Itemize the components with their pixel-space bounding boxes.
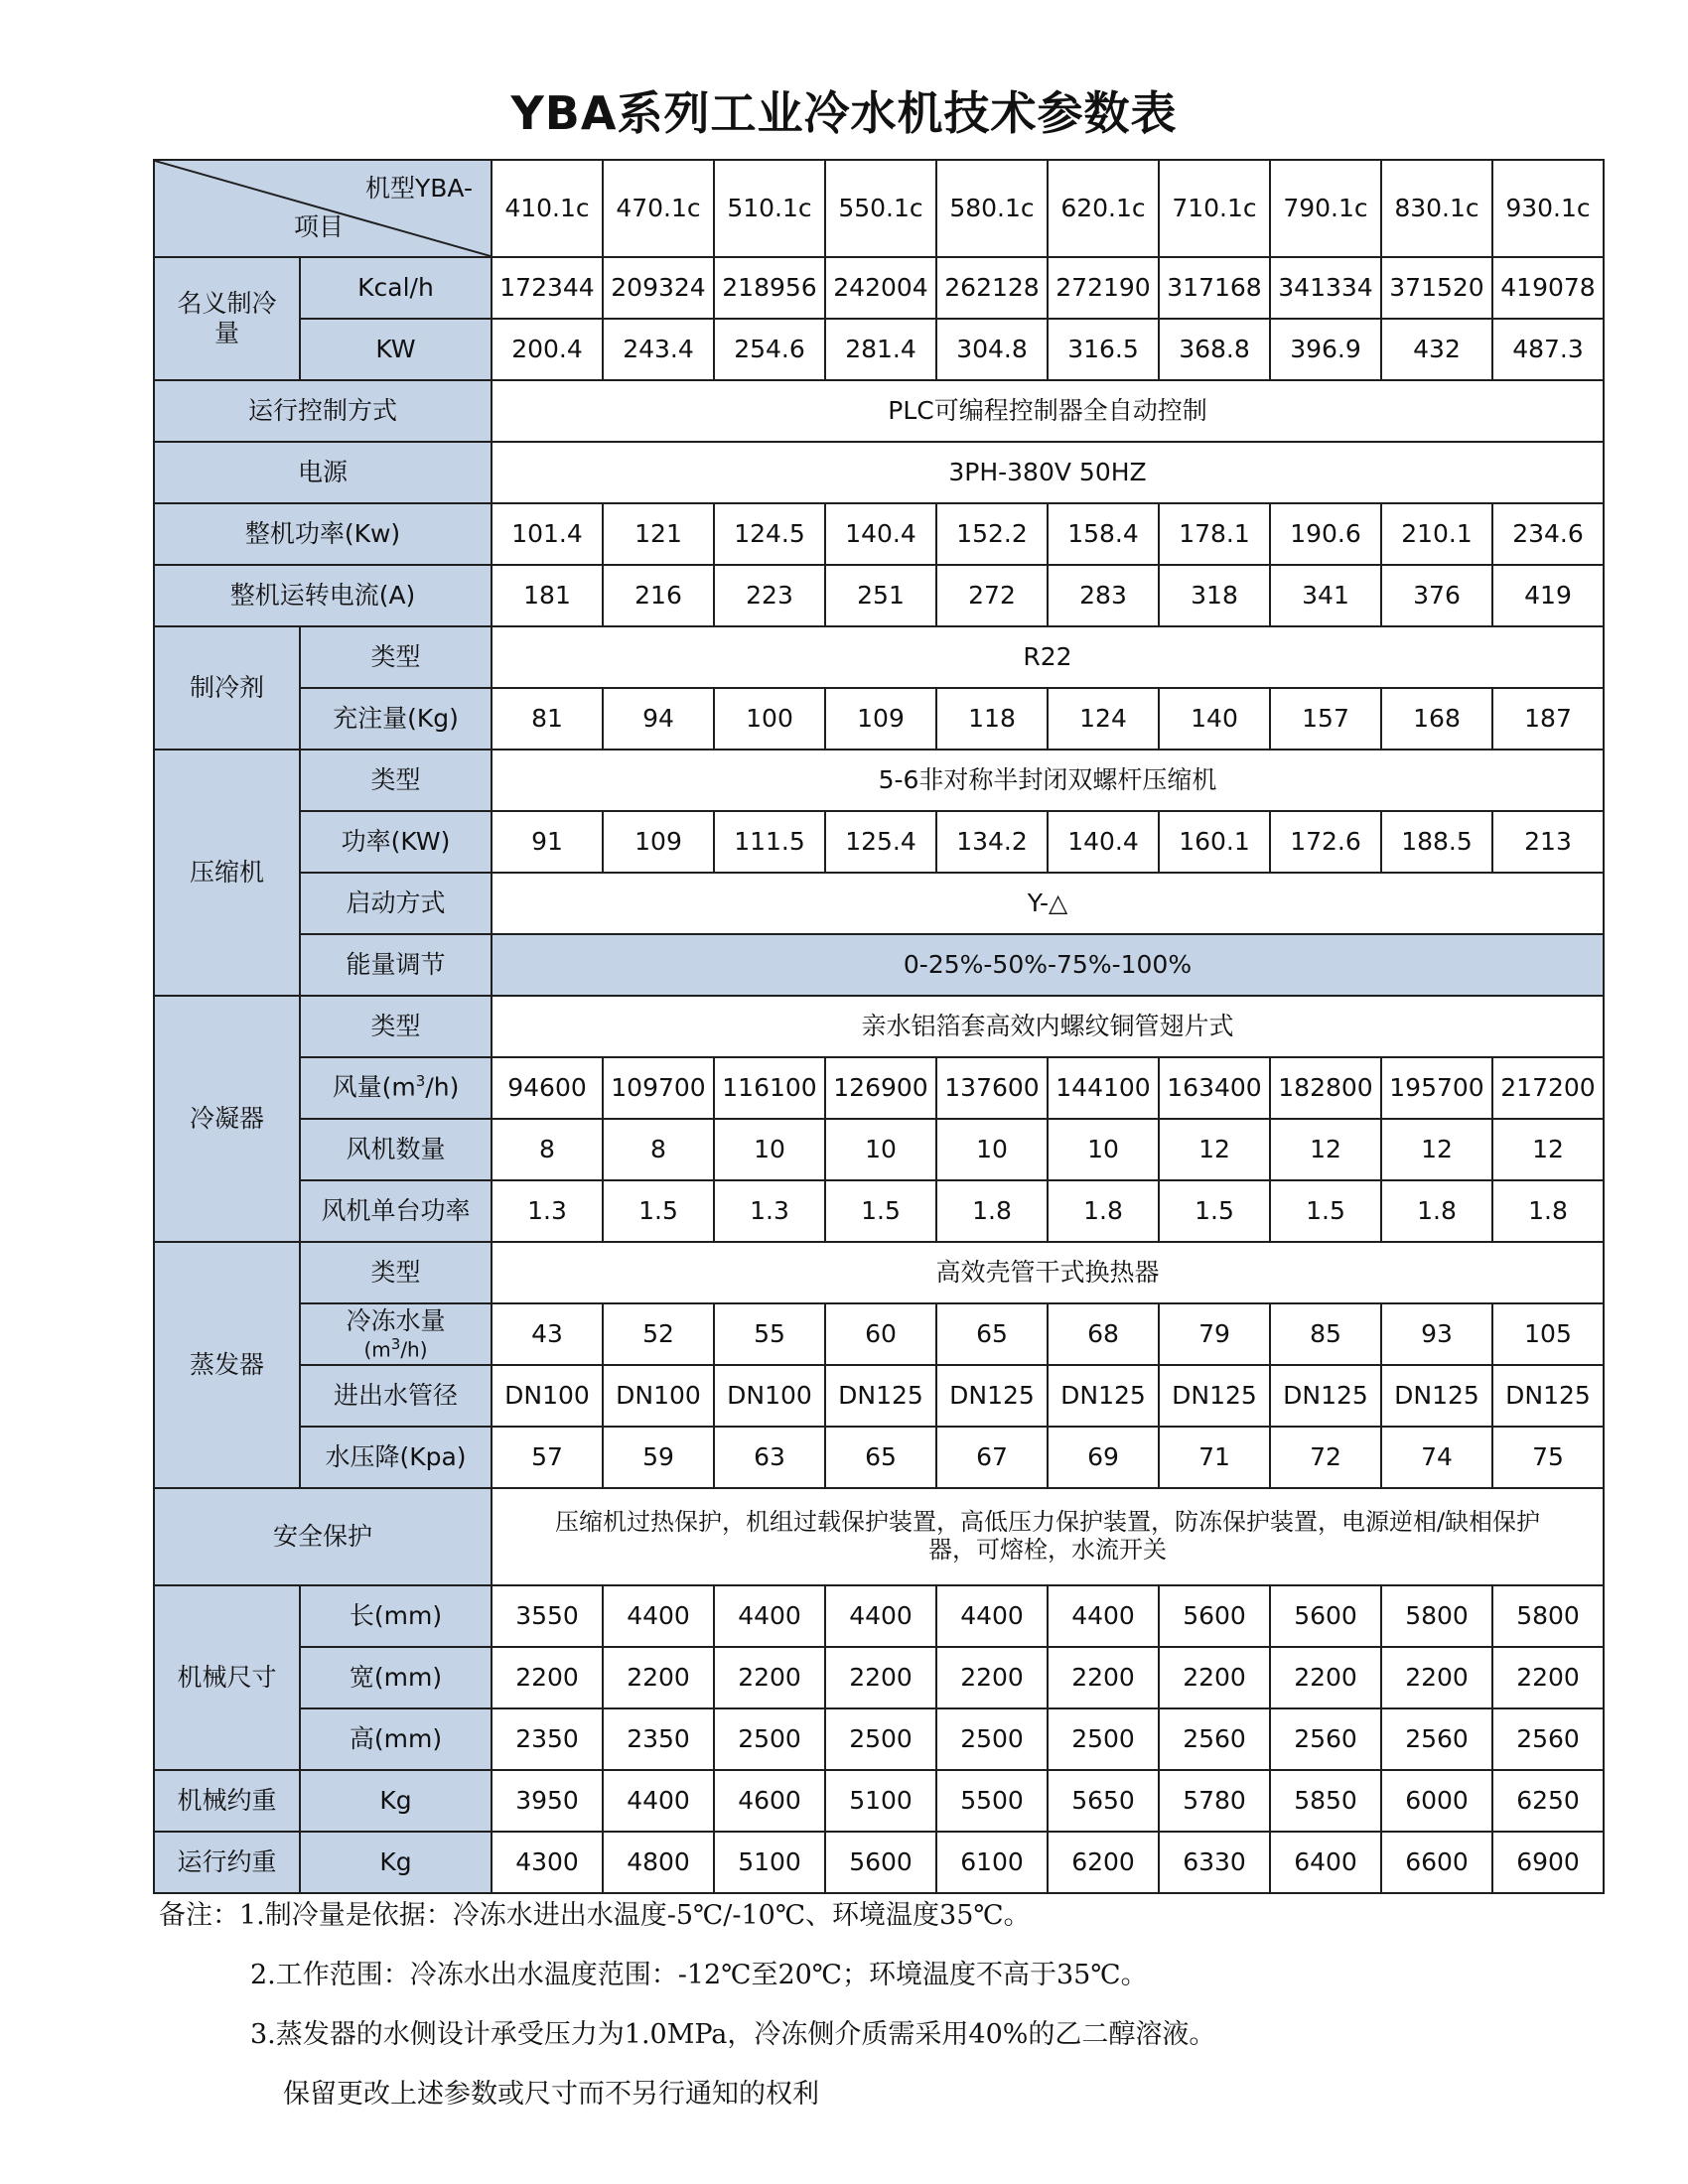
row-label: 安全保护 xyxy=(154,1488,492,1585)
value-cell: 140.4 xyxy=(1048,811,1159,873)
value-cell: 316.5 xyxy=(1048,319,1159,380)
value-cell: 3550 xyxy=(492,1585,603,1647)
value-cell: 124 xyxy=(1048,688,1159,750)
item-label: 项目 xyxy=(294,212,345,242)
value-cell: 371520 xyxy=(1381,257,1492,319)
header-corner-cell xyxy=(154,160,492,257)
row-weight xyxy=(154,1770,1604,1832)
value-cell: 209324 xyxy=(603,257,714,319)
value-cell: 419 xyxy=(1492,565,1604,626)
flow-label-unit-end: /h) xyxy=(400,1337,428,1362)
row-dim-length xyxy=(154,1585,1604,1647)
model-cell: 580.1c xyxy=(936,160,1048,257)
value-cell: 71 xyxy=(1159,1427,1270,1488)
value-cell: 118 xyxy=(936,688,1048,750)
airflow-label: 风量(m xyxy=(332,1072,416,1102)
value-cell: 1.3 xyxy=(714,1180,825,1242)
value-cell: 94600 xyxy=(492,1057,603,1119)
value-cell: 140.4 xyxy=(825,503,936,565)
value-cell: 116100 xyxy=(714,1057,825,1119)
value-cell: 2200 xyxy=(1270,1647,1381,1708)
row-evaporator-pipe xyxy=(154,1365,1604,1427)
row-label: 启动方式 xyxy=(300,873,492,934)
value-cell: 4600 xyxy=(714,1770,825,1832)
row-compressor-capacity xyxy=(154,934,1604,996)
value-cell: 2350 xyxy=(603,1708,714,1770)
value-cell: 5650 xyxy=(1048,1770,1159,1832)
value-cell: 262128 xyxy=(936,257,1048,319)
value-cell: 5800 xyxy=(1381,1585,1492,1647)
value-cell: 5500 xyxy=(936,1770,1048,1832)
group-refrigerant: 制冷剂 xyxy=(154,626,300,750)
value-cell: 134.2 xyxy=(936,811,1048,873)
value-cell: 5850 xyxy=(1270,1770,1381,1832)
value-cell: 68 xyxy=(1048,1303,1159,1365)
value-cell: 152.2 xyxy=(936,503,1048,565)
value-cell: 2200 xyxy=(936,1647,1048,1708)
note-2: 2.工作范围：冷冻水出水温度范围：-12℃至20℃；环境温度不高于35℃。 xyxy=(250,1960,1148,1990)
value-cell: 317168 xyxy=(1159,257,1270,319)
row-label: 类型 xyxy=(300,626,492,688)
value-cell: 144100 xyxy=(1048,1057,1159,1119)
row-label: Kcal/h xyxy=(300,257,492,319)
value-cell: 6100 xyxy=(936,1832,1048,1893)
value-cell: 4300 xyxy=(492,1832,603,1893)
model-cell: 830.1c xyxy=(1381,160,1492,257)
row-compressor-type xyxy=(154,750,1604,811)
value-cell: 190.6 xyxy=(1270,503,1381,565)
value-cell: 172.6 xyxy=(1270,811,1381,873)
value-cell: 5600 xyxy=(1159,1585,1270,1647)
value-cell: 12 xyxy=(1270,1119,1381,1180)
model-cell: 790.1c xyxy=(1270,160,1381,257)
value-cell: 2200 xyxy=(492,1647,603,1708)
group-compressor: 压缩机 xyxy=(154,750,300,996)
merged-value: Y-△ xyxy=(492,873,1604,934)
value-cell: 2200 xyxy=(825,1647,936,1708)
value-cell: DN125 xyxy=(1270,1365,1381,1427)
value-cell: 91 xyxy=(492,811,603,873)
model-cell: 710.1c xyxy=(1159,160,1270,257)
model-cell: 470.1c xyxy=(603,160,714,257)
value-cell: 6900 xyxy=(1492,1832,1604,1893)
value-cell: 432 xyxy=(1381,319,1492,380)
safety-line-2: 器，可熔栓，水流开关 xyxy=(928,1536,1167,1564)
row-label: 电源 xyxy=(154,442,492,503)
flow-label-unit: (m xyxy=(363,1337,391,1362)
value-cell: 93 xyxy=(1381,1303,1492,1365)
value-cell: 101.4 xyxy=(492,503,603,565)
value-cell: 195700 xyxy=(1381,1057,1492,1119)
value-cell: 188.5 xyxy=(1381,811,1492,873)
value-cell: 67 xyxy=(936,1427,1048,1488)
value-cell: 10 xyxy=(714,1119,825,1180)
row-dim-width xyxy=(154,1647,1604,1708)
row-dim-height xyxy=(154,1708,1604,1770)
value-cell: 85 xyxy=(1270,1303,1381,1365)
value-cell: 63 xyxy=(714,1427,825,1488)
row-label: 运行约重 xyxy=(154,1832,300,1893)
value-cell: 5100 xyxy=(825,1770,936,1832)
value-cell: 216 xyxy=(603,565,714,626)
value-cell: 158.4 xyxy=(1048,503,1159,565)
value-cell: 2200 xyxy=(603,1647,714,1708)
value-cell: 94 xyxy=(603,688,714,750)
value-cell: 5600 xyxy=(1270,1585,1381,1647)
value-cell: 60 xyxy=(825,1303,936,1365)
note-1: 备注：1.制冷量是依据：冷冻水进出水温度-5℃/-10℃、环境温度35℃。 xyxy=(159,1900,1031,1931)
value-cell: 181 xyxy=(492,565,603,626)
group-evaporator: 蒸发器 xyxy=(154,1242,300,1488)
value-cell: 187 xyxy=(1492,688,1604,750)
value-cell: 124.5 xyxy=(714,503,825,565)
group-cooling-label: 名义制冷量 xyxy=(177,289,277,347)
value-cell: 2560 xyxy=(1492,1708,1604,1770)
value-cell: 2200 xyxy=(1381,1647,1492,1708)
value-cell: 65 xyxy=(936,1303,1048,1365)
value-cell: 43 xyxy=(492,1303,603,1365)
airflow-label-end: /h) xyxy=(425,1072,460,1102)
model-cell: 410.1c xyxy=(492,160,603,257)
note-4: 保留更改上述参数或尺寸而不另行通知的权利 xyxy=(283,2079,819,2110)
value-cell: 105 xyxy=(1492,1303,1604,1365)
value-cell: 341334 xyxy=(1270,257,1381,319)
value-cell: DN125 xyxy=(1159,1365,1270,1427)
value-cell: 218956 xyxy=(714,257,825,319)
value-cell: 242004 xyxy=(825,257,936,319)
row-label-airflow xyxy=(300,1057,492,1119)
value-cell: 182800 xyxy=(1270,1057,1381,1119)
value-cell: 304.8 xyxy=(936,319,1048,380)
value-cell: DN125 xyxy=(1048,1365,1159,1427)
value-cell: 3950 xyxy=(492,1770,603,1832)
value-cell: 272190 xyxy=(1048,257,1159,319)
value-cell: 6400 xyxy=(1270,1832,1381,1893)
row-power-supply xyxy=(154,442,1604,503)
row-label: 类型 xyxy=(300,750,492,811)
value-cell: 4400 xyxy=(1048,1585,1159,1647)
value-cell: 5600 xyxy=(825,1832,936,1893)
row-label: 整机运转电流(A) xyxy=(154,565,492,626)
value-cell: 2560 xyxy=(1159,1708,1270,1770)
value-cell: 254.6 xyxy=(714,319,825,380)
value-cell: 251 xyxy=(825,565,936,626)
value-cell: 8 xyxy=(492,1119,603,1180)
row-label: 宽(mm) xyxy=(300,1647,492,1708)
value-cell: 163400 xyxy=(1159,1057,1270,1119)
value-cell: 4400 xyxy=(714,1585,825,1647)
row-label: 类型 xyxy=(300,996,492,1057)
flow-label-line1: 冷冻水量 xyxy=(346,1305,446,1335)
value-cell: 6250 xyxy=(1492,1770,1604,1832)
value-cell: 172344 xyxy=(492,257,603,319)
model-cell: 930.1c xyxy=(1492,160,1604,257)
note-3: 3.蒸发器的水侧设计承受压力为1.0MPa，冷冻侧介质需采用40%的乙二醇溶液。 xyxy=(250,2019,1216,2050)
value-cell: 368.8 xyxy=(1159,319,1270,380)
value-cell: 272 xyxy=(936,565,1048,626)
value-cell: 6330 xyxy=(1159,1832,1270,1893)
row-label: 充注量(Kg) xyxy=(300,688,492,750)
value-cell: 376 xyxy=(1381,565,1492,626)
merged-value: 亲水铝箔套高效内螺纹铜管翅片式 xyxy=(492,996,1604,1057)
row-label: 进出水管径 xyxy=(300,1365,492,1427)
row-cooling-kw xyxy=(154,319,1604,380)
value-cell: 59 xyxy=(603,1427,714,1488)
value-cell: 200.4 xyxy=(492,319,603,380)
notes xyxy=(159,1886,1609,2124)
value-cell: 2560 xyxy=(1381,1708,1492,1770)
model-label: 机型YBA- xyxy=(365,174,473,203)
merged-value: 3PH-380V 50HZ xyxy=(492,442,1604,503)
value-cell: 1.5 xyxy=(1159,1180,1270,1242)
value-cell: 160.1 xyxy=(1159,811,1270,873)
value-cell: 1.5 xyxy=(603,1180,714,1242)
value-cell: DN100 xyxy=(603,1365,714,1427)
value-cell: DN100 xyxy=(492,1365,603,1427)
value-cell: 341 xyxy=(1270,565,1381,626)
merged-value: R22 xyxy=(492,626,1604,688)
row-safety xyxy=(154,1488,1604,1585)
value-cell: 12 xyxy=(1492,1119,1604,1180)
row-label: 能量调节 xyxy=(300,934,492,996)
row-label: KW xyxy=(300,319,492,380)
value-cell: 79 xyxy=(1159,1303,1270,1365)
row-label: 机械约重 xyxy=(154,1770,300,1832)
value-cell: 121 xyxy=(603,503,714,565)
merged-value: PLC可编程控制器全自动控制 xyxy=(492,380,1604,442)
model-cell: 510.1c xyxy=(714,160,825,257)
value-cell: 4400 xyxy=(825,1585,936,1647)
model-cell: 550.1c xyxy=(825,160,936,257)
value-cell: 1.5 xyxy=(825,1180,936,1242)
safety-line-1: 压缩机过热保护，机组过载保护装置，高低压力保护装置，防冻保护装置，电源逆相/缺相保护 xyxy=(554,1508,1541,1537)
row-run-weight xyxy=(154,1832,1604,1893)
value-cell: DN125 xyxy=(1381,1365,1492,1427)
row-compressor-power xyxy=(154,811,1604,873)
value-cell: 69 xyxy=(1048,1427,1159,1488)
row-total-power xyxy=(154,503,1604,565)
value-cell: 1.8 xyxy=(1381,1180,1492,1242)
value-cell: 1.5 xyxy=(1270,1180,1381,1242)
row-refrigerant-type xyxy=(154,626,1604,688)
value-cell: 4800 xyxy=(603,1832,714,1893)
group-dimensions: 机械尺寸 xyxy=(154,1585,300,1770)
value-cell: 178.1 xyxy=(1159,503,1270,565)
value-cell: 487.3 xyxy=(1492,319,1604,380)
value-cell: 137600 xyxy=(936,1057,1048,1119)
value-cell: 2500 xyxy=(714,1708,825,1770)
model-cell: 620.1c xyxy=(1048,160,1159,257)
spec-table xyxy=(153,159,1605,1894)
value-cell: 109 xyxy=(603,811,714,873)
value-cell: 2200 xyxy=(1492,1647,1604,1708)
value-cell: 217200 xyxy=(1492,1057,1604,1119)
value-cell: 52 xyxy=(603,1303,714,1365)
value-cell: 6000 xyxy=(1381,1770,1492,1832)
value-cell: 6600 xyxy=(1381,1832,1492,1893)
value-cell: 100 xyxy=(714,688,825,750)
page-title: YBA系列工业冷水机技术参数表 xyxy=(510,86,1178,140)
row-total-current xyxy=(154,565,1604,626)
value-cell: 74 xyxy=(1381,1427,1492,1488)
value-cell: 8 xyxy=(603,1119,714,1180)
row-evaporator-type xyxy=(154,1242,1604,1303)
row-condenser-fan-count xyxy=(154,1119,1604,1180)
value-cell: 57 xyxy=(492,1427,603,1488)
group-cooling xyxy=(154,257,300,380)
header-row xyxy=(154,160,1604,257)
value-cell: 157 xyxy=(1270,688,1381,750)
value-cell: DN125 xyxy=(936,1365,1048,1427)
value-cell: 2200 xyxy=(1048,1647,1159,1708)
value-cell: 396.9 xyxy=(1270,319,1381,380)
value-cell: 2200 xyxy=(1159,1647,1270,1708)
airflow-sup: 3 xyxy=(415,1072,426,1091)
row-label: 风机单台功率 xyxy=(300,1180,492,1242)
value-cell: 12 xyxy=(1381,1119,1492,1180)
value-cell: 223 xyxy=(714,565,825,626)
value-cell: 4400 xyxy=(603,1770,714,1832)
row-control xyxy=(154,380,1604,442)
merged-value: 高效壳管干式换热器 xyxy=(492,1242,1604,1303)
value-cell: 283 xyxy=(1048,565,1159,626)
value-cell: 281.4 xyxy=(825,319,936,380)
value-cell: 2500 xyxy=(825,1708,936,1770)
value-cell: 6200 xyxy=(1048,1832,1159,1893)
value-cell: 10 xyxy=(825,1119,936,1180)
row-label: 运行控制方式 xyxy=(154,380,492,442)
value-cell: 1.8 xyxy=(1492,1180,1604,1242)
unit-label: Kg xyxy=(300,1832,492,1893)
value-cell: 12 xyxy=(1159,1119,1270,1180)
value-cell: 2500 xyxy=(936,1708,1048,1770)
value-cell: 81 xyxy=(492,688,603,750)
value-cell: 5780 xyxy=(1159,1770,1270,1832)
value-cell: 2500 xyxy=(1048,1708,1159,1770)
row-evaporator-flow xyxy=(154,1303,1604,1365)
value-cell: 2560 xyxy=(1270,1708,1381,1770)
value-cell: 5100 xyxy=(714,1832,825,1893)
value-cell: 10 xyxy=(1048,1119,1159,1180)
value-cell: 72 xyxy=(1270,1427,1381,1488)
value-cell: 5800 xyxy=(1492,1585,1604,1647)
value-cell: 234.6 xyxy=(1492,503,1604,565)
row-refrigerant-charge xyxy=(154,688,1604,750)
value-cell: 4400 xyxy=(936,1585,1048,1647)
value-cell: 318 xyxy=(1159,565,1270,626)
value-cell: 2350 xyxy=(492,1708,603,1770)
value-cell: 126900 xyxy=(825,1057,936,1119)
row-label-flow xyxy=(300,1303,492,1365)
value-cell: 4400 xyxy=(603,1585,714,1647)
safety-text xyxy=(492,1488,1604,1585)
value-cell: 65 xyxy=(825,1427,936,1488)
group-condenser: 冷凝器 xyxy=(154,996,300,1242)
value-cell: DN125 xyxy=(1492,1365,1604,1427)
value-cell: 10 xyxy=(936,1119,1048,1180)
unit-label: Kg xyxy=(300,1770,492,1832)
value-cell: 55 xyxy=(714,1303,825,1365)
row-label: 长(mm) xyxy=(300,1585,492,1647)
row-label: 功率(KW) xyxy=(300,811,492,873)
value-cell: 243.4 xyxy=(603,319,714,380)
value-cell: 213 xyxy=(1492,811,1604,873)
value-cell: 125.4 xyxy=(825,811,936,873)
value-cell: 419078 xyxy=(1492,257,1604,319)
row-evaporator-drop xyxy=(154,1427,1604,1488)
value-cell: 140 xyxy=(1159,688,1270,750)
row-label: 风机数量 xyxy=(300,1119,492,1180)
value-cell: 1.8 xyxy=(936,1180,1048,1242)
merged-value: 0-25%-50%-75%-100% xyxy=(492,934,1604,996)
value-cell: 109700 xyxy=(603,1057,714,1119)
row-compressor-start xyxy=(154,873,1604,934)
value-cell: 1.3 xyxy=(492,1180,603,1242)
value-cell: 210.1 xyxy=(1381,503,1492,565)
row-label: 类型 xyxy=(300,1242,492,1303)
row-cooling-kcal xyxy=(154,257,1604,319)
flow-label-sup: 3 xyxy=(390,1334,401,1353)
merged-value: 5-6非对称半封闭双螺杆压缩机 xyxy=(492,750,1604,811)
value-cell: DN100 xyxy=(714,1365,825,1427)
value-cell: 75 xyxy=(1492,1427,1604,1488)
row-condenser-airflow xyxy=(154,1057,1604,1119)
value-cell: DN125 xyxy=(825,1365,936,1427)
value-cell: 2200 xyxy=(714,1647,825,1708)
row-condenser-type xyxy=(154,996,1604,1057)
value-cell: 109 xyxy=(825,688,936,750)
row-label: 整机功率(Kw) xyxy=(154,503,492,565)
value-cell: 1.8 xyxy=(1048,1180,1159,1242)
row-label: 高(mm) xyxy=(300,1708,492,1770)
value-cell: 168 xyxy=(1381,688,1492,750)
value-cell: 111.5 xyxy=(714,811,825,873)
row-label: 水压降(Kpa) xyxy=(300,1427,492,1488)
row-condenser-fan-power xyxy=(154,1180,1604,1242)
